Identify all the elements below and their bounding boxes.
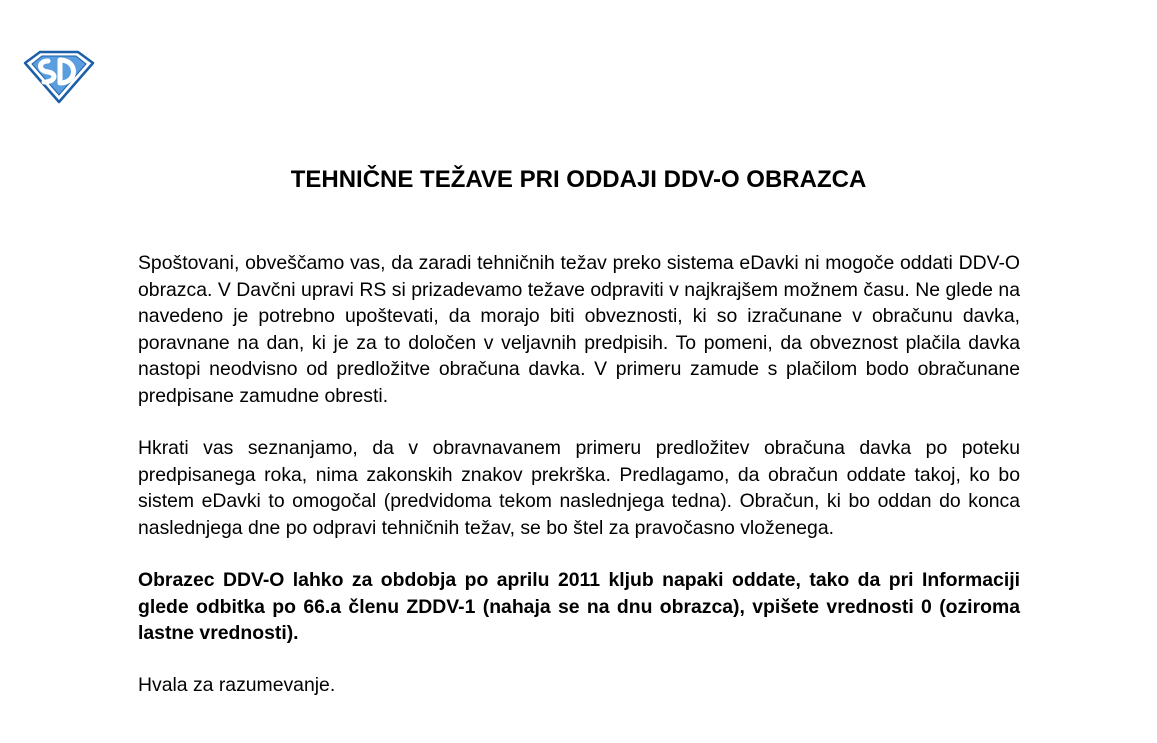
sd-logo-icon bbox=[22, 49, 96, 104]
paragraph-notice: Spoštovani, obveščamo vas, da zaradi tehničnih težav preko sistema eDavki ni mogoče oddati DDV-O obrazca. V Davčni upravi RS si prizadevamo težave odpraviti v najkrajšem možnem času. Ne glede na navedeno je potrebno upoštevati, da morajo biti obveznosti, ki so izračunane v obračunu davka, poravnane na dan, ki je za to določen v veljavnih predpisih. To pomeni, da obveznost plačila davka nastopi neodvisno od predložitve obračuna davka. V primeru zamude s plačilom bodo obračunane predpisane zamudne obresti. bbox=[138, 252, 1020, 407]
paragraph-instructions: Obrazec DDV-O lahko za obdobja po aprilu 2011 kljub napaki oddate, tako da pri Informaciji glede odbitka po 66.a členu ZDDV-1 (nahaja se na dnu obrazca), vpišete vrednosti 0 (oziroma lastne vrednosti). bbox=[138, 568, 1020, 645]
paragraph-info: Hkrati vas seznanjamo, da v obravnavanem primeru predložitev obračuna davka po poteku predpisanega roka, nima zakonskih znakov prekrška. Predlagamo, da obračun oddate takoj, ko bo sistem eDavki to omogočal (predvidoma tekom naslednjega tedna). Obračun, ki bo oddan do konca naslednjega dne po odpravi tehničnih težav, se bo štel za pravočasno vloženega. bbox=[138, 437, 1020, 539]
paragraph-thanks: Hvala za razumevanje. bbox=[138, 674, 336, 697]
document-body bbox=[138, 250, 1020, 724]
page-title: TEHNIČNE TEŽAVE PRI ODDAJI DDV-O OBRAZCA bbox=[290, 166, 867, 193]
